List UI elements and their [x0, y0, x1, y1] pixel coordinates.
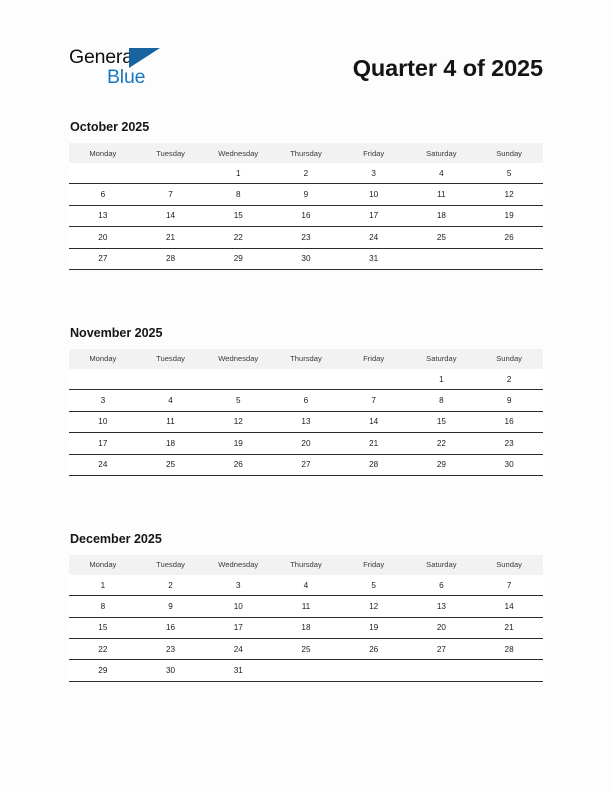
day-cell[interactable]: 25 — [408, 227, 476, 248]
weekday-header-wednesday: Wednesday — [204, 349, 272, 369]
day-cell[interactable]: 20 — [69, 227, 137, 248]
day-cell[interactable]: 10 — [340, 184, 408, 205]
day-cell[interactable]: 16 — [137, 617, 205, 638]
week-row — [69, 660, 543, 681]
day-cell[interactable] — [475, 660, 543, 681]
day-cell[interactable] — [272, 369, 340, 390]
day-cell[interactable]: 7 — [137, 184, 205, 205]
weekday-header-sunday: Sunday — [475, 143, 543, 163]
week-row — [69, 227, 543, 248]
day-cell[interactable]: 10 — [204, 596, 272, 617]
weekday-header-monday: Monday — [69, 143, 137, 163]
day-cell[interactable]: 26 — [475, 227, 543, 248]
weekday-header-sunday: Sunday — [475, 349, 543, 369]
triangle-icon — [129, 48, 160, 68]
day-cell[interactable]: 12 — [475, 184, 543, 205]
day-cell[interactable] — [475, 248, 543, 269]
day-cell[interactable]: 9 — [272, 184, 340, 205]
week-row — [69, 390, 543, 411]
day-cell[interactable]: 16 — [475, 411, 543, 432]
day-cell[interactable] — [204, 369, 272, 390]
week-row — [69, 433, 543, 454]
month-title-november: November 2025 — [70, 325, 163, 340]
weekday-header-wednesday: Wednesday — [204, 555, 272, 575]
weekday-header-row — [69, 349, 543, 369]
weekday-header-friday: Friday — [340, 143, 408, 163]
day-cell[interactable]: 31 — [340, 248, 408, 269]
week-row — [69, 575, 543, 596]
page-header — [0, 0, 612, 110]
day-cell[interactable]: 11 — [272, 596, 340, 617]
day-cell[interactable]: 5 — [204, 390, 272, 411]
day-cell[interactable]: 8 — [204, 184, 272, 205]
day-cell[interactable]: 17 — [340, 205, 408, 226]
day-cell[interactable]: 14 — [475, 596, 543, 617]
day-cell[interactable]: 30 — [475, 454, 543, 475]
day-cell[interactable]: 8 — [69, 596, 137, 617]
week-row — [69, 205, 543, 226]
day-cell[interactable]: 3 — [69, 390, 137, 411]
day-cell[interactable]: 7 — [340, 390, 408, 411]
day-cell[interactable] — [137, 369, 205, 390]
day-cell[interactable]: 22 — [69, 639, 137, 660]
day-cell[interactable]: 14 — [137, 205, 205, 226]
week-row — [69, 163, 543, 184]
day-cell[interactable]: 24 — [69, 454, 137, 475]
day-cell[interactable]: 23 — [475, 433, 543, 454]
day-cell[interactable]: 11 — [137, 411, 205, 432]
day-cell[interactable]: 31 — [204, 660, 272, 681]
calendar-table-november — [69, 349, 543, 476]
month-block-october — [0, 110, 612, 270]
day-cell[interactable]: 22 — [204, 227, 272, 248]
day-cell[interactable]: 28 — [340, 454, 408, 475]
day-cell[interactable]: 21 — [475, 617, 543, 638]
day-cell[interactable]: 27 — [272, 454, 340, 475]
day-cell[interactable]: 10 — [69, 411, 137, 432]
months-container — [0, 110, 612, 682]
day-cell[interactable]: 2 — [272, 163, 340, 184]
day-cell[interactable]: 23 — [272, 227, 340, 248]
day-cell[interactable]: 3 — [204, 575, 272, 596]
month-block-december — [0, 476, 612, 682]
weekday-header-friday: Friday — [340, 555, 408, 575]
day-cell[interactable] — [272, 660, 340, 681]
day-cell[interactable] — [340, 660, 408, 681]
day-cell[interactable]: 19 — [475, 205, 543, 226]
day-cell[interactable]: 24 — [204, 639, 272, 660]
day-cell[interactable]: 1 — [204, 163, 272, 184]
day-cell[interactable]: 17 — [204, 617, 272, 638]
logo-text-general: General — [69, 46, 137, 68]
day-cell[interactable]: 15 — [204, 205, 272, 226]
day-cell[interactable]: 1 — [408, 369, 476, 390]
weekday-header-tuesday: Tuesday — [137, 349, 205, 369]
day-cell[interactable]: 6 — [69, 184, 137, 205]
day-cell[interactable]: 9 — [475, 390, 543, 411]
day-cell[interactable]: 15 — [69, 617, 137, 638]
month-title-october: October 2025 — [70, 120, 150, 134]
weekday-header-friday: Friday — [340, 349, 408, 369]
month-title-december: December 2025 — [70, 531, 162, 546]
weekday-header-saturday: Saturday — [408, 555, 476, 575]
day-cell[interactable]: 14 — [340, 411, 408, 432]
day-cell[interactable]: 9 — [137, 596, 205, 617]
calendar-table-december — [69, 555, 543, 682]
day-cell[interactable]: 19 — [204, 433, 272, 454]
day-cell[interactable]: 8 — [408, 390, 476, 411]
day-cell[interactable]: 27 — [69, 248, 137, 269]
day-cell[interactable]: 28 — [137, 248, 205, 269]
day-cell[interactable] — [408, 248, 476, 269]
week-row — [69, 617, 543, 638]
week-row — [69, 369, 543, 390]
day-cell[interactable]: 29 — [69, 660, 137, 681]
day-cell[interactable]: 12 — [204, 411, 272, 432]
day-cell[interactable]: 3 — [340, 163, 408, 184]
day-cell[interactable]: 24 — [340, 227, 408, 248]
day-cell[interactable]: 15 — [408, 411, 476, 432]
weekday-header-thursday: Thursday — [272, 349, 340, 369]
logo-text-blue: Blue — [107, 66, 146, 88]
week-row — [69, 184, 543, 205]
day-cell[interactable]: 21 — [137, 227, 205, 248]
day-cell[interactable]: 30 — [272, 248, 340, 269]
day-cell[interactable]: 13 — [69, 205, 137, 226]
day-cell[interactable]: 5 — [340, 575, 408, 596]
day-cell[interactable]: 25 — [272, 639, 340, 660]
day-cell[interactable]: 18 — [137, 433, 205, 454]
day-cell[interactable]: 13 — [272, 411, 340, 432]
week-row — [69, 454, 543, 475]
day-cell[interactable]: 29 — [204, 248, 272, 269]
day-cell[interactable]: 18 — [272, 617, 340, 638]
weekday-header-tuesday: Tuesday — [137, 143, 205, 163]
page-title: Quarter 4 of 2025 — [352, 55, 543, 81]
day-cell[interactable] — [408, 660, 476, 681]
day-cell[interactable]: 21 — [340, 433, 408, 454]
day-cell[interactable]: 7 — [475, 575, 543, 596]
day-cell[interactable]: 12 — [340, 596, 408, 617]
day-cell[interactable]: 16 — [272, 205, 340, 226]
day-cell[interactable]: 19 — [340, 617, 408, 638]
day-cell[interactable]: 20 — [272, 433, 340, 454]
weekday-header-row — [69, 555, 543, 575]
day-cell[interactable]: 5 — [475, 163, 543, 184]
month-block-november — [0, 270, 612, 476]
day-cell[interactable]: 4 — [408, 163, 476, 184]
day-cell[interactable]: 11 — [408, 184, 476, 205]
day-cell[interactable]: 6 — [408, 575, 476, 596]
day-cell[interactable]: 27 — [408, 639, 476, 660]
day-cell[interactable]: 23 — [137, 639, 205, 660]
week-row — [69, 411, 543, 432]
weekday-header-monday: Monday — [69, 555, 137, 575]
general-blue-logo[interactable] — [69, 46, 179, 94]
day-cell[interactable] — [69, 369, 137, 390]
weekday-header-row — [69, 143, 543, 163]
weekday-header-sunday: Sunday — [475, 555, 543, 575]
day-cell[interactable]: 1 — [69, 575, 137, 596]
weekday-header-thursday: Thursday — [272, 555, 340, 575]
day-cell[interactable]: 28 — [475, 639, 543, 660]
day-cell[interactable]: 4 — [137, 390, 205, 411]
day-cell[interactable] — [69, 163, 137, 184]
week-row — [69, 248, 543, 269]
day-cell[interactable]: 17 — [69, 433, 137, 454]
day-cell[interactable] — [340, 369, 408, 390]
day-cell[interactable]: 20 — [408, 617, 476, 638]
day-cell[interactable]: 2 — [475, 369, 543, 390]
day-cell[interactable]: 2 — [137, 575, 205, 596]
day-cell[interactable]: 26 — [204, 454, 272, 475]
weekday-header-thursday: Thursday — [272, 143, 340, 163]
day-cell[interactable]: 18 — [408, 205, 476, 226]
day-cell[interactable]: 29 — [408, 454, 476, 475]
calendar-table-october — [69, 143, 543, 270]
weekday-header-tuesday: Tuesday — [137, 555, 205, 575]
weekday-header-saturday: Saturday — [408, 143, 476, 163]
week-row — [69, 639, 543, 660]
weekday-header-wednesday: Wednesday — [204, 143, 272, 163]
day-cell[interactable]: 26 — [340, 639, 408, 660]
week-row — [69, 596, 543, 617]
day-cell[interactable] — [137, 163, 205, 184]
weekday-header-saturday: Saturday — [408, 349, 476, 369]
day-cell[interactable]: 6 — [272, 390, 340, 411]
day-cell[interactable]: 25 — [137, 454, 205, 475]
day-cell[interactable]: 30 — [137, 660, 205, 681]
day-cell[interactable]: 4 — [272, 575, 340, 596]
day-cell[interactable]: 22 — [408, 433, 476, 454]
day-cell[interactable]: 13 — [408, 596, 476, 617]
weekday-header-monday: Monday — [69, 349, 137, 369]
